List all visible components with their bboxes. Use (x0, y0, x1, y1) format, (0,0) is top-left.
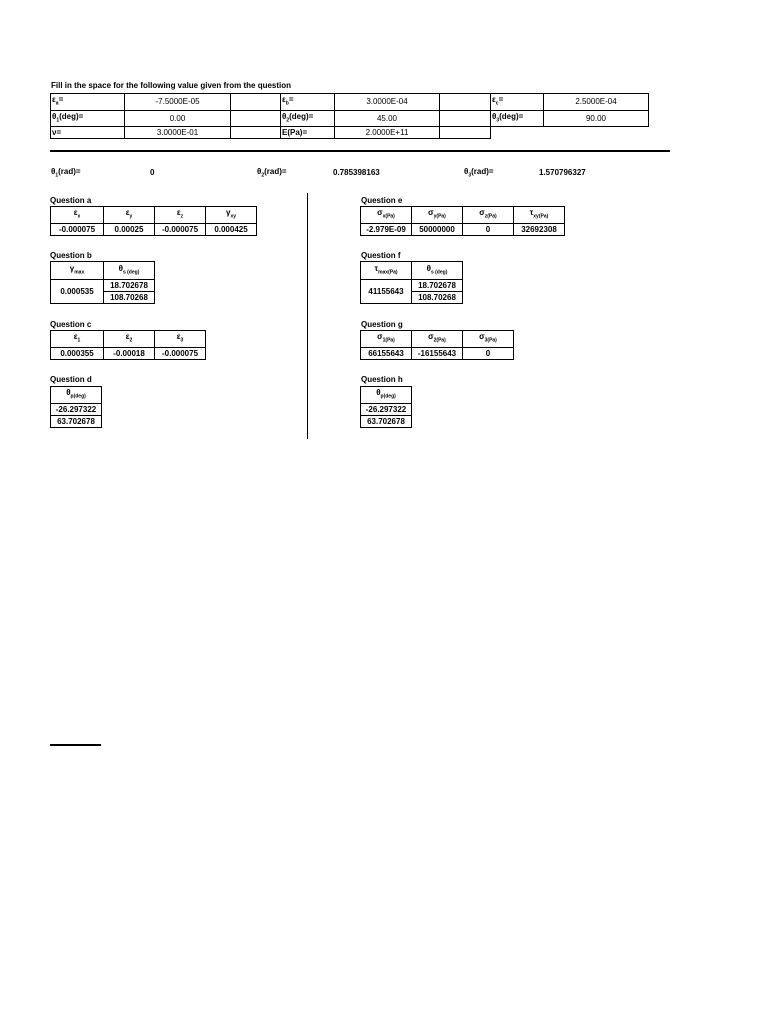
qc-h3: $\varepsilon_3$ (155, 331, 206, 348)
qe-h3: $\sigma_{z(Pa)}$ (463, 207, 514, 224)
ea-value[interactable]: -7.5000E-05 (125, 94, 231, 111)
spacer-cell (440, 127, 491, 139)
question-g-title: Question g (361, 320, 403, 329)
question-a-title: Question a (50, 196, 92, 205)
rad3-value: 1.570796327 (539, 168, 586, 177)
eb-value[interactable]: 3.0000E-04 (335, 94, 440, 111)
spacer-cell (231, 94, 281, 111)
qc-h1: $\varepsilon_1$ (51, 331, 104, 348)
theta3-value[interactable]: 90.00 (544, 110, 649, 127)
question-h-title: Question h (361, 375, 403, 384)
qd-h1: $\theta_{p(deg)}$ (51, 387, 102, 404)
question-c-title: Question c (50, 320, 92, 329)
ec-value[interactable]: 2.5000E-04 (544, 94, 649, 111)
qa-h1: $\varepsilon_x$ (51, 207, 104, 224)
question-g-table (360, 330, 514, 360)
qf-v1: 41155643 (361, 280, 412, 304)
qg-h1: $\sigma_{1(Pa)}$ (361, 331, 412, 348)
qe-v4: 32692308 (514, 223, 565, 235)
qb-v2a: 18.702678 (104, 280, 155, 292)
qb-v1: 0.000535 (51, 280, 104, 304)
qe-h1: $\sigma_{x(Pa)}$ (361, 207, 412, 224)
section-divider (50, 150, 670, 152)
question-c-table (50, 330, 206, 360)
rad1-label: $\theta_1(rad)=$ (51, 167, 81, 179)
qc-v1: 0.000355 (51, 347, 104, 359)
question-d-title: Question d (50, 375, 92, 384)
qc-v2: -0.00018 (104, 347, 155, 359)
qa-v3: -0.000075 (155, 223, 206, 235)
qa-v1: -0.000075 (51, 223, 104, 235)
eb-label: $\varepsilon_b=$ (281, 94, 335, 111)
question-h-table (360, 386, 412, 428)
qf-v2b: 108.70268 (412, 292, 463, 304)
qe-h4: $\tau_{xy(Pa)}$ (514, 207, 565, 224)
qg-h2: $\sigma_{2(Pa)}$ (412, 331, 463, 348)
qc-v3: -0.000075 (155, 347, 206, 359)
nu-value[interactable]: 3.0000E-01 (125, 127, 231, 139)
spacer-cell (231, 127, 281, 139)
qa-h4: $\gamma_{xy}$ (206, 207, 257, 224)
qb-h1: $\gamma_{max}$ (51, 262, 104, 280)
qg-h3: $\sigma_{3(Pa)}$ (463, 331, 514, 348)
theta2-value[interactable]: 45.00 (335, 110, 440, 127)
qb-v2b: 108.70268 (104, 292, 155, 304)
qb-h2: $\theta_{s (deg)}$ (104, 262, 155, 280)
qh-h1: $\theta_{p(deg)}$ (361, 387, 412, 404)
column-divider (307, 193, 308, 439)
question-b-table (50, 261, 155, 304)
qa-v2: 0.00025 (104, 223, 155, 235)
qe-v2: 50000000 (412, 223, 463, 235)
question-e-table (360, 206, 565, 236)
question-d-table (50, 386, 102, 428)
spacer-cell (231, 110, 281, 127)
ea-label: $\varepsilon_a=$ (51, 94, 125, 111)
E-value[interactable]: 2.0000E+11 (335, 127, 440, 139)
qg-v2: -16155643 (412, 347, 463, 359)
question-a-table (50, 206, 257, 236)
theta1-value[interactable]: 0.00 (125, 110, 231, 127)
nu-label: ν= (51, 127, 125, 139)
qg-v1: 66155643 (361, 347, 412, 359)
qh-v2: 63.702678 (361, 415, 412, 427)
theta2-label: $\theta_2(deg)=$ (281, 110, 335, 127)
rad3-label: $\theta_3(rad)=$ (464, 167, 494, 179)
question-f-table (360, 261, 463, 304)
qe-v3: 0 (463, 223, 514, 235)
qa-h3: $\varepsilon_z$ (155, 207, 206, 224)
qa-v4: 0.000425 (206, 223, 257, 235)
ec-label: $\varepsilon_c=$ (491, 94, 544, 111)
empty-cell (491, 127, 649, 139)
theta1-label: $\theta_1(deg)=$ (51, 110, 125, 127)
rad2-value: 0.785398163 (333, 168, 380, 177)
theta3-label: $\theta_3(deg)=$ (491, 110, 544, 127)
instruction-text: Fill in the space for the following value given from the question (51, 81, 292, 90)
qd-v2: 63.702678 (51, 415, 102, 427)
qc-h2: $\varepsilon_2$ (104, 331, 155, 348)
footer-rule (50, 744, 101, 746)
inputs-table (50, 93, 649, 139)
qd-v1: -26.297322 (51, 403, 102, 415)
qe-h2: $\sigma_{y(Pa)}$ (412, 207, 463, 224)
question-e-title: Question e (361, 196, 403, 205)
qh-v1: -26.297322 (361, 403, 412, 415)
spacer-cell (440, 94, 491, 111)
qg-v3: 0 (463, 347, 514, 359)
spacer-cell (440, 110, 491, 127)
rad2-label: $\theta_2(rad)=$ (257, 167, 287, 179)
qe-v1: -2.979E-09 (361, 223, 412, 235)
E-label: E(Pa)= (281, 127, 335, 139)
rad1-value: 0 (150, 168, 155, 177)
question-f-title: Question f (361, 251, 401, 260)
qf-h2: $\theta_{s (deg)}$ (412, 262, 463, 280)
qa-h2: $\varepsilon_y$ (104, 207, 155, 224)
question-b-title: Question b (50, 251, 92, 260)
qf-v2a: 18.702678 (412, 280, 463, 292)
qf-h1: $\tau_{max(Pa)}$ (361, 262, 412, 280)
